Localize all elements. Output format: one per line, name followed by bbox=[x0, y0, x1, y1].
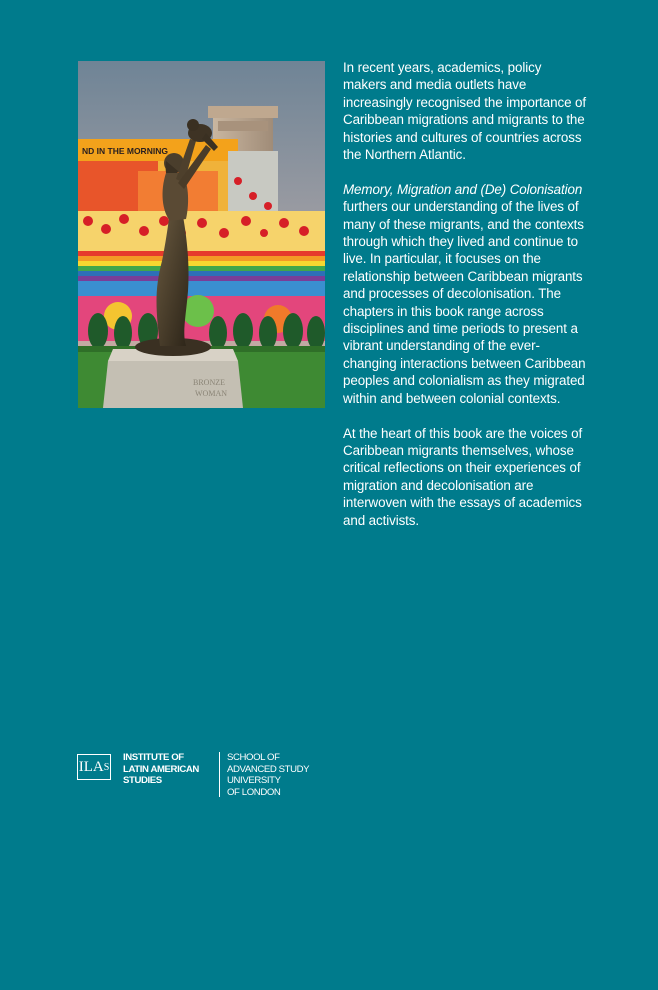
ilas-logo-mark bbox=[77, 754, 111, 780]
blurb-paragraph-3: At the heart of this book are the voices of Caribbean migrants themselves, whose critical reflections on their experiences of migration and decolonisation are interwoven with the essays of academics and activists. bbox=[343, 425, 583, 528]
school-line-1: SCHOOL OF bbox=[227, 752, 280, 763]
book-title: Memory, Migration and (De) Colonisation bbox=[343, 181, 583, 197]
cover-photo bbox=[78, 61, 325, 408]
school-line-2: ADVANCED STUDY bbox=[227, 763, 310, 775]
plinth-inscription-line1: BRONZE bbox=[193, 378, 225, 387]
institute-line-1: INSTITUTE OF bbox=[123, 752, 184, 763]
institute-line-2: LATIN AMERICAN bbox=[123, 763, 199, 775]
blurb-paragraph-2 bbox=[343, 181, 588, 407]
institute-name bbox=[123, 752, 218, 787]
blurb-paragraph-2-text: furthers our understanding of the lives of many of these migrants, and the contexts through which they lived and continue to live. In particular, it focuses on the relationship between Caribbean migrants and processes of decolonisation. The chapters in this book range across disciplines and time periods to present a vibrant understanding of the ever-changing interactions between Caribbean peoples and colonialism as they migrated within and between colonial contexts. bbox=[343, 199, 586, 406]
bronze-woman-statue-photo bbox=[78, 61, 325, 408]
mural-text: ND IN THE MORNING bbox=[82, 146, 168, 156]
blurb-paragraph-1: In recent years, academics, policy makers and media outlets have increasingly recognised the importance of Caribbean migrations and migrants to the histories and cultures of countries across the Northern Atlantic. bbox=[343, 60, 587, 163]
back-cover-blurb bbox=[343, 59, 588, 546]
ilas-mark-main: ILA bbox=[78, 759, 104, 775]
school-line-3: UNIVERSITY bbox=[227, 775, 281, 787]
plinth-inscription-line2: WOMAN bbox=[195, 389, 227, 398]
institute-line-3: STUDIES bbox=[123, 775, 162, 787]
school-line-4: OF LONDON bbox=[227, 786, 281, 798]
publisher-logo bbox=[77, 752, 327, 798]
logo-divider bbox=[219, 752, 220, 797]
ilas-mark-small: S bbox=[103, 762, 110, 773]
school-name bbox=[227, 752, 327, 798]
